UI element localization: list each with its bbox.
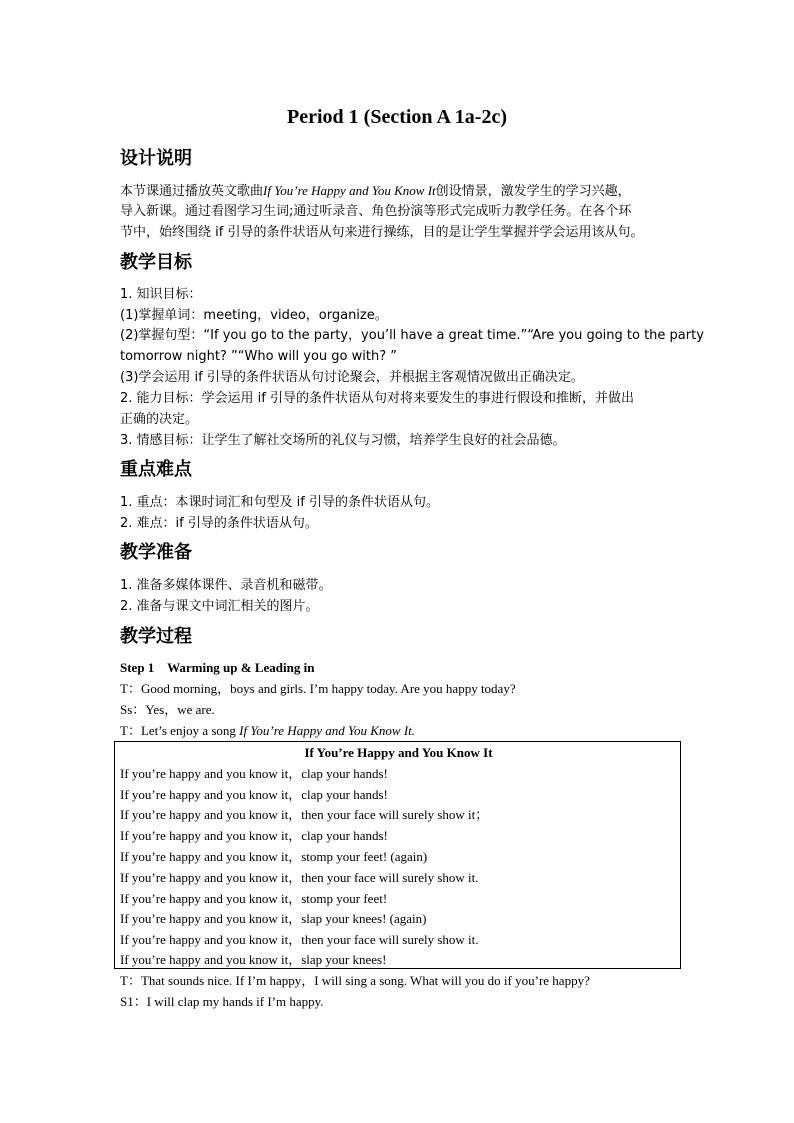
dialogue-students: Ss：Yes，we are.	[120, 702, 215, 717]
dialogue-teacher-2	[120, 721, 415, 741]
song-line: If you’re happy and you know it，clap your hands!	[120, 787, 388, 802]
song-line: If you’re happy and you know it，stomp your feet! (again)	[120, 849, 428, 864]
song-line: If you’re happy and you know it，then your face will surely show it.	[120, 932, 479, 947]
prep-heading: 教学准备	[120, 542, 192, 563]
song-line: If you’re happy and you know it，slap your knees!	[120, 952, 387, 967]
design-text-a: 本节课通过播放英文歌曲	[120, 184, 264, 199]
goals-line-7: 正确的决定。	[120, 412, 199, 427]
teacher-2-text: T：Let’s enjoy a song	[120, 723, 240, 738]
keypoints-line-1: 1. 重点：本课时词汇和句型及 if 引导的条件状语从句。	[120, 495, 439, 510]
song-line: If you’re happy and you know it，stomp your feet!	[120, 891, 388, 906]
prep-line-1: 1. 准备多媒体课件、录音机和磁带。	[120, 578, 332, 593]
dialogue-teacher-3: T：That sounds nice. If I’m happy，I will sing a song. What will you do if you’re happy?	[120, 973, 590, 988]
song-line: If you’re happy and you know it，clap your hands!	[120, 766, 388, 781]
step-1-heading: Step 1 Warming up & Leading in	[120, 660, 315, 675]
song-line: If you’re happy and you know it，slap your knees! (again)	[120, 911, 427, 926]
goals-heading: 教学目标	[120, 252, 192, 273]
design-heading: 设计说明	[120, 148, 192, 169]
keypoints-heading: 重点难点	[120, 459, 192, 480]
song-lyrics-box	[114, 741, 681, 969]
goals-line-8: 3. 情感目标：让学生了解社交场所的礼仪与习惯，培养学生良好的社会品德。	[120, 433, 566, 448]
dialogue-teacher-1: T：Good morning，boys and girls. I’m happy today. Are you happy today?	[120, 681, 516, 696]
song-line: If you’re happy and you know it，then your face will surely show it.	[120, 870, 479, 885]
song-line: If you’re happy and you know it，clap your hands!	[120, 828, 388, 843]
goals-line-3: (2)掌握句型：“If you go to the party，you’ll have a great time.”“Are you going to the party	[120, 328, 704, 343]
design-paragraph-line-1	[120, 180, 680, 202]
teacher-2-song: If You’re Happy and You Know It.	[239, 723, 416, 738]
design-song-title: If You’re Happy and You Know It	[263, 183, 436, 198]
dialogue-student-1: S1：I will clap my hands if I’m happy.	[120, 994, 324, 1009]
design-paragraph-line-2: 导入新课。通过看图学习生词;通过听录音、角色扮演等形式完成听力教学任务。在各个环	[120, 204, 632, 219]
prep-line-2: 2. 准备与课文中词汇相关的图片。	[120, 599, 319, 614]
design-text-b: 创设情景，激发学生的学习兴趣，	[435, 184, 631, 199]
goals-line-4: tomorrow night? ”“Who will you go with? ”	[120, 349, 397, 364]
page-title: Period 1 (Section A 1a-2c)	[287, 106, 507, 128]
song-title: If You’re Happy and You Know It	[304, 745, 493, 760]
goals-line-1: 1. 知识目标：	[120, 287, 202, 302]
goals-line-5: (3)学会运用 if 引导的条件状语从句讨论聚会，并根据主客观情况做出正确决定。	[120, 370, 584, 385]
goals-line-2: (1)掌握单词：meeting，video，organize。	[120, 308, 388, 323]
keypoints-line-2: 2. 难点：if 引导的条件状语从句。	[120, 516, 318, 531]
design-paragraph-line-3: 节中，始终围绕 if 引导的条件状语从句来进行操练，目的是让学生掌握并学会运用该从句。	[120, 225, 644, 240]
song-line: If you’re happy and you know it，then your face will surely show it；	[120, 807, 489, 822]
process-heading: 教学过程	[120, 626, 192, 647]
goals-line-6: 2. 能力目标：学会运用 if 引导的条件状语从句对将来要发生的事进行假设和推断，并做出	[120, 391, 634, 406]
